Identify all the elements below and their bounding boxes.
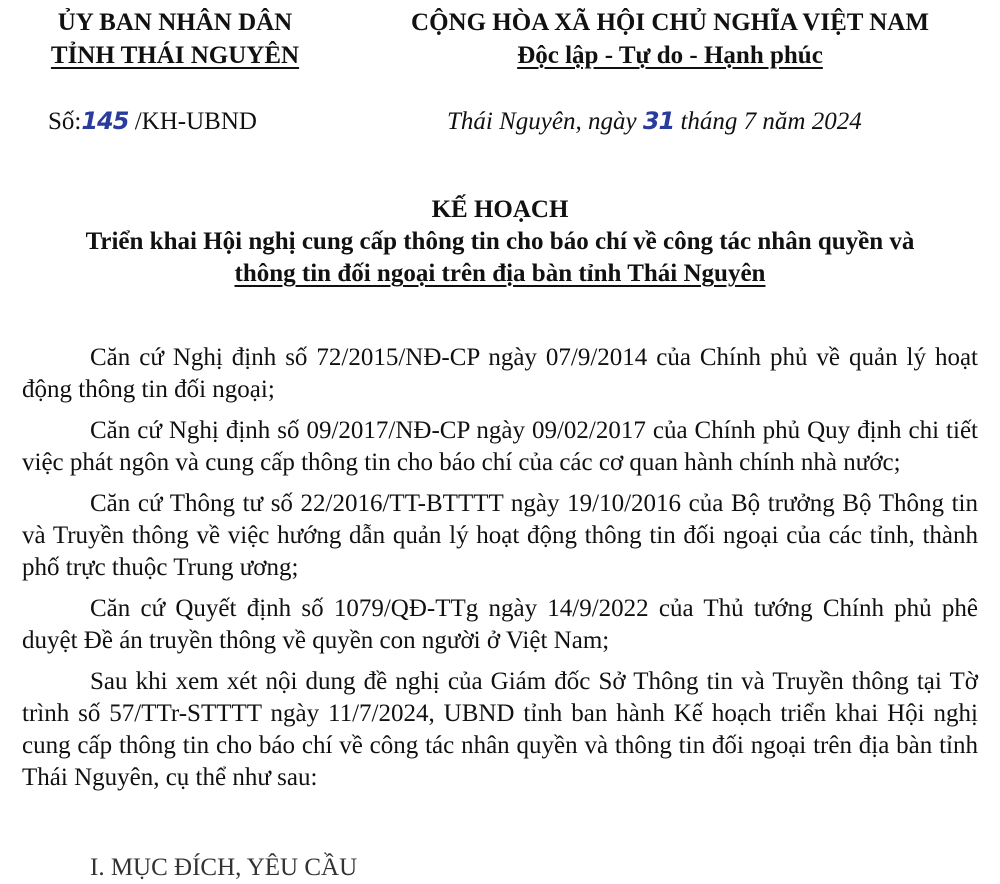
title-line-1: Triển khai Hội nghị cung cấp thông tin cho báo chí về công tác nhân quyền và bbox=[85, 228, 915, 255]
document-date bbox=[447, 104, 862, 139]
authority-line-1: ỦY BAN NHÂN DÂN bbox=[57, 9, 293, 36]
document-title bbox=[10, 194, 990, 290]
title-line-2-text: thông tin đối ngoại trên địa bàn tỉnh Thái Nguyên bbox=[234, 260, 766, 287]
national-motto bbox=[355, 6, 985, 72]
date-day-handwritten: 31 bbox=[642, 107, 675, 135]
cutoff-text: I. MỤC ĐÍCH, YÊU CẦU bbox=[90, 854, 358, 881]
authority-province: TỈNH THÁI NGUYÊN bbox=[50, 42, 300, 69]
reference-prefix: Số: bbox=[48, 108, 82, 135]
document-body bbox=[22, 342, 978, 803]
intro-paragraph: Sau khi xem xét nội dung đề nghị của Giám đốc Sở Thông tin và Truyền thông tại Tờ trình số 57/TTr-STTTT ngày 11/7/2024, UBND tỉnh ban hành Kế hoạch triển khai Hội nghị cung cấp thông tin cho báo chí về công tác nhân quyền và thông tin đối ngoại trên địa bàn tỉnh Thái Nguyên, cụ thể như sau: bbox=[22, 668, 978, 791]
legal-basis-paragraph: Căn cứ Thông tư số 22/2016/TT-BTTTT ngày 19/10/2016 của Bộ trưởng Bộ Thông tin và Truyền thông về việc hướng dẫn quản lý hoạt động thông tin đối ngoại của các tỉnh, thành phố trực thuộc Trung ương; bbox=[22, 490, 978, 581]
cutoff-section-heading bbox=[22, 852, 978, 881]
title-line-2 bbox=[10, 258, 990, 290]
reference-suffix: /KH-UBND bbox=[128, 108, 257, 135]
date-suffix: tháng 7 năm 2024 bbox=[674, 108, 862, 135]
reference-number-handwritten: 145 bbox=[81, 107, 129, 135]
country-name: CỘNG HÒA XÃ HỘI CHỦ NGHĨA VIỆT NAM bbox=[411, 9, 929, 36]
authority-line-2 bbox=[25, 39, 325, 72]
legal-basis-paragraph: Căn cứ Quyết định số 1079/QĐ-TTg ngày 14/9/2022 của Thủ tướng Chính phủ phê duyệt Đề án truyền thông về quyền con người ở Việt Nam; bbox=[22, 595, 978, 654]
issuing-authority bbox=[25, 6, 325, 72]
motto-line bbox=[355, 39, 985, 72]
title-heading: KẾ HOẠCH bbox=[431, 196, 569, 223]
legal-basis-paragraph: Căn cứ Nghị định số 09/2017/NĐ-CP ngày 09/02/2017 của Chính phủ Quy định chi tiết việc phát ngôn và cung cấp thông tin cho báo chí của các cơ quan hành chính nhà nước; bbox=[22, 417, 978, 476]
motto-text: Độc lập - Tự do - Hạnh phúc bbox=[517, 42, 823, 69]
legal-basis-paragraph: Căn cứ Nghị định số 72/2015/NĐ-CP ngày 07/9/2014 của Chính phủ về quản lý hoạt động thông tin đối ngoại; bbox=[22, 344, 978, 403]
date-prefix: Thái Nguyên, ngày bbox=[447, 108, 643, 135]
document-reference bbox=[48, 104, 257, 139]
